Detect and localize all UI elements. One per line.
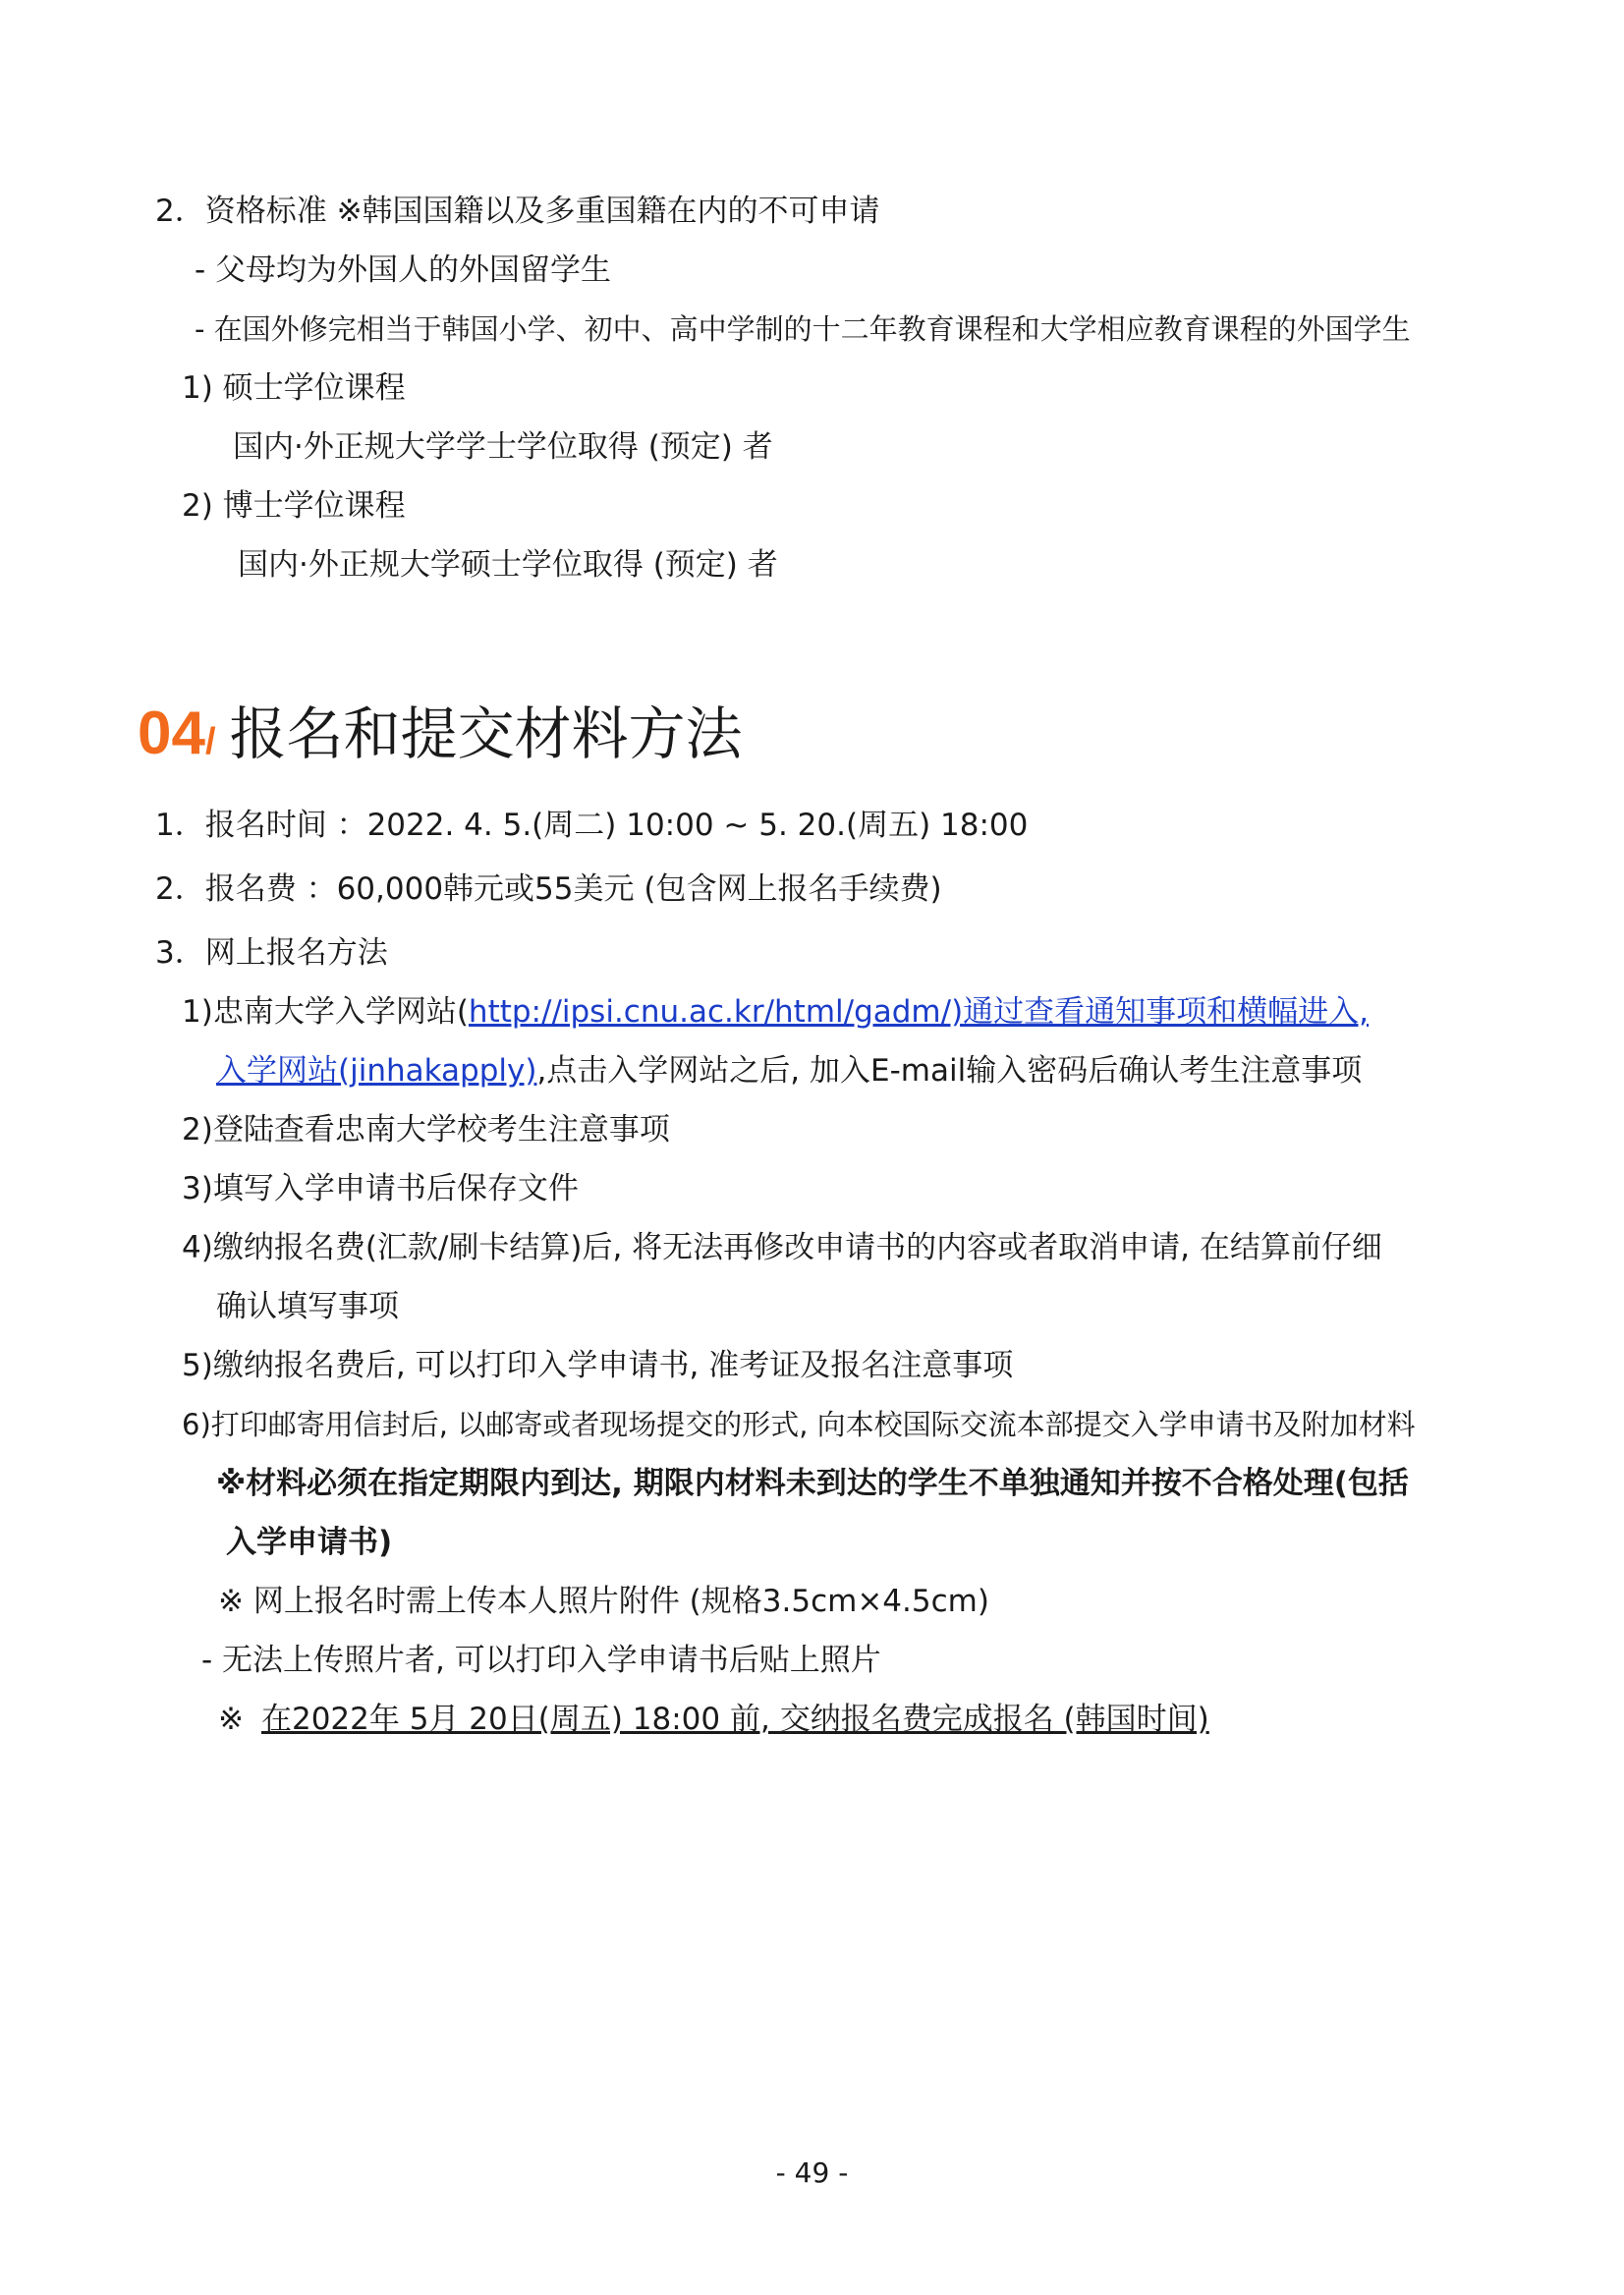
eligibility-parents: - 父母均为外国人的外国留学生	[195, 252, 612, 288]
doctor-course-title: 2) 博士学位课程	[182, 488, 406, 524]
step-1-rest: ,点击入学网站之后, 加入E-mail输入密码后确认考生注意事项	[536, 1053, 1363, 1089]
step-3: 3)填写入学申请书后保存文件	[182, 1171, 579, 1206]
photo-note: ※ 网上报名时需上传本人照片附件 (规格3.5cm×4.5cm)	[218, 1584, 989, 1619]
step-4-continued: 确认填写事项	[216, 1289, 399, 1324]
application-fee: 2．报名费 ：60,000韩元或55美元 (包含网上报名手续费)	[155, 871, 942, 907]
step-6: 6)打印邮寄用信封后, 以邮寄或者现场提交的形式, 向本校国际交流本部提交入学申请书及附加材料	[182, 1408, 1416, 1441]
materials-note: ※材料必须在指定期限内到达, 期限内材料未到达的学生不单独通知并按不合格处理(包括	[216, 1466, 1409, 1501]
step-1-prefix: 1)忠南大学入学网站(	[182, 994, 469, 1030]
deadline-text: 在2022年 5月 20日(周五) 18:00 前, 交纳报名费完成报名 (韩国时间)	[260, 1702, 1209, 1737]
deadline-mark: ※	[218, 1702, 244, 1737]
section-number: 04	[138, 700, 205, 767]
materials-note-continued: 入学申请书)	[226, 1525, 393, 1560]
eligibility-heading: 2．资格标准 ※韩国国籍以及多重国籍在内的不可申请	[155, 194, 880, 229]
online-method-heading: 3．网上报名方法	[155, 935, 388, 971]
master-course-desc: 国内·外正规大学学士学位取得 (预定) 者	[233, 429, 773, 465]
master-course-title: 1) 硕士学位课程	[182, 370, 406, 406]
eligibility-education: - 在国外修完相当于韩国小学、初中、高中学制的十二年教育课程和大学相应教育课程的外国学生	[195, 312, 1411, 346]
no-photo-note: - 无法上传照片者, 可以打印入学申请书后贴上照片	[201, 1643, 881, 1678]
step-5: 5)缴纳报名费后, 可以打印入学申请书, 准考证及报名注意事项	[182, 1348, 1014, 1383]
jinhakapply-link[interactable]: 入学网站(jinhakapply)	[216, 1053, 537, 1089]
doctor-course-desc: 国内·外正规大学硕士学位取得 (预定) 者	[238, 547, 778, 583]
step-1	[182, 992, 1369, 1032]
section-slash: /	[204, 721, 216, 762]
admission-site-link[interactable]: http://ipsi.cnu.ac.kr/html/gadm/)通过查看通知事项和横幅进入,	[468, 994, 1370, 1030]
step-2: 2)登陆查看忠南大学校考生注意事项	[182, 1112, 670, 1148]
section-heading	[138, 688, 743, 770]
section-title: 报名和提交材料方法	[229, 700, 743, 767]
step-4: 4)缴纳报名费(汇款/刷卡结算)后, 将无法再修改申请书的内容或者取消申请, 在结算前仔细	[182, 1230, 1382, 1265]
deadline-note	[218, 1700, 1209, 1739]
application-period: 1．报名时间 ：2022. 4. 5.(周二) 10:00 ~ 5. 20.(周五) 18:00	[155, 808, 1029, 843]
step-1-continued	[216, 1051, 1362, 1091]
page-number: - 49 -	[775, 2156, 849, 2189]
